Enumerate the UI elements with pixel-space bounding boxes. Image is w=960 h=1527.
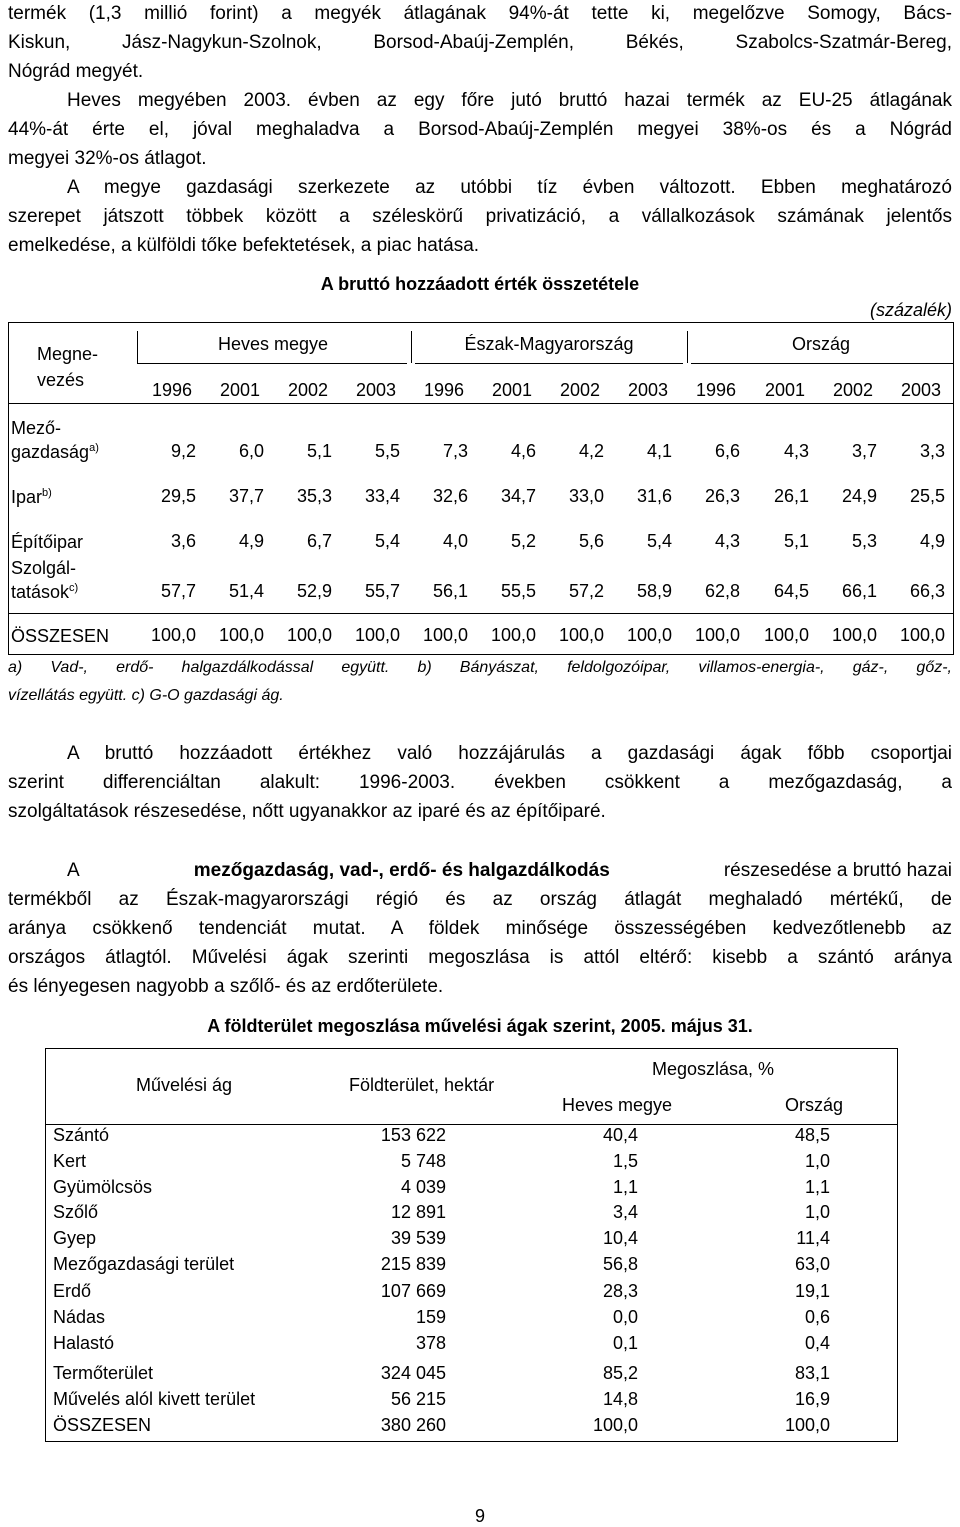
row-label: Halastó [53, 1333, 115, 1353]
land-table [45, 1048, 898, 1442]
table-cell: 100,0 [286, 625, 332, 645]
year-header: 1996 [423, 380, 465, 400]
text-line: és lényegesen nagyobb a szőlő- és az erdőterülete. [8, 976, 444, 997]
group-underline [137, 363, 407, 364]
year-header: 2003 [900, 380, 942, 400]
row-label: Gyep [53, 1228, 97, 1248]
year-header: 2003 [627, 380, 669, 400]
table-cell: 4,3 [714, 531, 740, 551]
text-line: termék (1,3 millió forint) a megyék átlagának 94%-át tette ki, megelőzve Somogy, Bács- [8, 3, 952, 24]
table-cell: 4,1 [646, 441, 672, 461]
row-label-text: Építőipar [11, 532, 84, 552]
footnote-marker: b) [42, 487, 52, 499]
table-cell: 7,3 [442, 441, 468, 461]
row-label [11, 581, 78, 603]
table-cell: 32,6 [432, 486, 468, 506]
footnote-marker: c) [69, 582, 79, 594]
year-header: 2003 [355, 380, 397, 400]
text-line: emelkedése, a külföldi tőke befektetések, a piac hatása. [8, 235, 480, 256]
row-label: ÖSSZESEN [53, 1415, 152, 1435]
table-cell: 5,5 [374, 441, 400, 461]
table-cell: 25,5 [909, 486, 945, 506]
row-label: Termőterület [53, 1363, 154, 1383]
table-cell: 51,4 [228, 581, 264, 601]
table-cell-area: 39 539 [390, 1228, 446, 1248]
col-header-country: Ország [785, 1095, 844, 1115]
table-cell: 55,7 [364, 581, 400, 601]
table-cell-heves: 10,4 [602, 1228, 638, 1248]
table-cell-area: 107 669 [380, 1281, 446, 1301]
row-label: Mezőgazdasági terület [53, 1254, 235, 1274]
row-label-text: ÖSSZESEN [11, 626, 110, 646]
group-country: Ország [791, 334, 851, 354]
table1-title: A bruttó hozzáadott érték összetétele [320, 274, 640, 294]
table-cell-area: 215 839 [380, 1254, 446, 1274]
table-cell: 100,0 [558, 625, 604, 645]
year-header: 2002 [287, 380, 329, 400]
table-cell-area: 153 622 [380, 1125, 446, 1145]
table-cell: 52,9 [296, 581, 332, 601]
row-label: Gyümölcsös [53, 1177, 153, 1197]
table-cell-country: 1,0 [804, 1202, 830, 1222]
row-label: Nádas [53, 1307, 106, 1327]
year-header: 2001 [764, 380, 806, 400]
table-cell-country: 1,1 [804, 1177, 830, 1197]
text-line: szerint differenciáltan alakult: 1996-2003. években csökkent a mezőgazdaság, a [8, 772, 952, 793]
table-cell-country: 11,4 [796, 1228, 830, 1248]
table-cell-heves: 14,8 [602, 1389, 638, 1409]
table-cell: 5,2 [510, 531, 536, 551]
table1-unit: (százalék) [869, 300, 952, 320]
table-cell-area: 4 039 [400, 1177, 446, 1197]
table-cell: 3,7 [851, 441, 877, 461]
table-cell-area: 5 748 [400, 1151, 446, 1171]
group-underline [691, 363, 953, 364]
table-cell-country: 83,1 [794, 1363, 830, 1383]
row-label-text: gazdaság [11, 442, 90, 462]
table-cell: 4,0 [442, 531, 468, 551]
table-cell: 29,5 [160, 486, 196, 506]
table-cell: 100,0 [831, 625, 877, 645]
group-divider [411, 331, 412, 363]
table-cell-country: 0,4 [804, 1333, 830, 1353]
table-cell-heves: 100,0 [592, 1415, 638, 1435]
row-divider [9, 613, 953, 614]
table-cell-area: 324 045 [380, 1363, 446, 1383]
row-label: Szántó [53, 1125, 110, 1145]
text-line: 44%-át érte el, jóval meghaladva a Borsod-Abaúj-Zemplén megyei 38%-os és a Nógrád [8, 119, 952, 140]
table-cell: 100,0 [354, 625, 400, 645]
table-cell: 62,8 [704, 581, 740, 601]
table-cell-country: 1,0 [804, 1151, 830, 1171]
page-number: 9 [474, 1506, 485, 1526]
table-cell: 33,4 [364, 486, 400, 506]
text-line: termékből az Észak-magyarországi régió és az ország átlagát meghaladó mértékű, de [8, 889, 952, 910]
table-cell: 58,9 [636, 581, 672, 601]
row-label-text: tatások [11, 582, 70, 602]
year-header: 2001 [491, 380, 533, 400]
group-north: Észak-Magyarország [464, 334, 634, 354]
row-label-text: Ipar [11, 487, 43, 507]
table-cell: 100,0 [150, 625, 196, 645]
row-label [11, 531, 83, 553]
table-cell: 6,0 [238, 441, 264, 461]
table-cell: 100,0 [218, 625, 264, 645]
table-cell-area: 56 215 [390, 1389, 446, 1409]
text-line [67, 860, 952, 882]
table-cell: 34,7 [500, 486, 536, 506]
para3-post: részesedése a bruttó hazai [723, 860, 952, 881]
table-cell: 100,0 [899, 625, 945, 645]
row-label: Szolgál- [11, 558, 77, 578]
table-cell: 100,0 [490, 625, 536, 645]
year-header: 2002 [559, 380, 601, 400]
table-cell-area: 12 891 [390, 1202, 446, 1222]
table-cell-country: 63,0 [794, 1254, 830, 1274]
row-label: Szőlő [53, 1202, 99, 1222]
year-header: 2001 [219, 380, 261, 400]
row-label [11, 486, 52, 508]
table-cell: 4,3 [783, 441, 809, 461]
table-cell: 26,1 [773, 486, 809, 506]
row-label: Kert [53, 1151, 87, 1171]
text-line: Heves megyében 2003. évben az egy főre jutó bruttó hazai termék az EU-25 átlagának [67, 90, 952, 111]
text-line: szerepet játszott többek között a széleskörű privatizáció, a vállalkozások számának jelentős [8, 206, 952, 227]
row-label [11, 441, 99, 463]
table-cell-country: 16,9 [794, 1389, 830, 1409]
table-cell: 5,4 [646, 531, 672, 551]
table-cell: 4,6 [510, 441, 536, 461]
table-cell: 9,2 [170, 441, 196, 461]
table-cell: 100,0 [626, 625, 672, 645]
para3-pre: A [67, 860, 80, 881]
col-header-area: Földterület, hektár [349, 1075, 495, 1095]
text-line: Kiskun, Jász-Nagykun-Szolnok, Borsod-Abaúj-Zemplén, Békés, Szabolcs-Szatmár-Bereg, [8, 32, 952, 53]
row-label: Mező- [11, 418, 62, 438]
table-cell-area: 159 [415, 1307, 446, 1327]
table-cell: 37,7 [228, 486, 264, 506]
table-cell-heves: 0,1 [612, 1333, 638, 1353]
footnote: a) Vad-, erdő- halgazdálkodással együtt. b) Bányászat, feldolgozóipar, villamos-energia-, gáz-, gőz-, [8, 659, 952, 676]
table-cell: 35,3 [296, 486, 332, 506]
table-cell: 3,6 [170, 531, 196, 551]
para3-bold: mezőgazdaság, vad-, erdő- és halgazdálkodás [193, 860, 610, 881]
table-cell: 6,7 [306, 531, 332, 551]
text-line: megyei 32%-os átlagot. [8, 148, 207, 169]
group-heves: Heves megye [217, 334, 329, 354]
table-cell: 57,7 [160, 581, 196, 601]
header-label: vezés [37, 370, 85, 390]
group-divider [687, 331, 688, 363]
table-cell: 5,1 [783, 531, 809, 551]
table-cell-heves: 85,2 [602, 1363, 638, 1383]
table-cell: 100,0 [694, 625, 740, 645]
table-cell-area: 378 [415, 1333, 446, 1353]
table-cell-heves: 56,8 [602, 1254, 638, 1274]
table-cell: 33,0 [568, 486, 604, 506]
table-cell: 4,2 [578, 441, 604, 461]
group-divider [137, 331, 138, 363]
table-cell-heves: 40,4 [602, 1125, 638, 1145]
table-cell: 57,2 [568, 581, 604, 601]
table-cell-country: 19,1 [794, 1281, 830, 1301]
text-line: országos átlagtól. Művelési ágak szerinti megoszlása is attól eltérő: kisebb a szántó aránya [8, 947, 952, 968]
text-line: A bruttó hozzáadott értékhez való hozzájárulás a gazdasági ágak főbb csoportjai [67, 743, 952, 764]
table-cell-heves: 28,3 [602, 1281, 638, 1301]
header-label: Megne- [37, 344, 99, 364]
table-cell: 100,0 [422, 625, 468, 645]
table-cell: 64,5 [773, 581, 809, 601]
table-cell: 31,6 [636, 486, 672, 506]
table-cell-heves: 0,0 [612, 1307, 638, 1327]
group-underline [415, 363, 683, 364]
text-line: aránya csökkenő tendenciát mutat. A földek minősége összességében kedvezőtlenebb az [8, 918, 952, 939]
table-cell: 24,9 [841, 486, 877, 506]
table-cell: 5,1 [306, 441, 332, 461]
table-cell-area: 380 260 [380, 1415, 446, 1435]
table-cell: 56,1 [432, 581, 468, 601]
year-header: 2002 [832, 380, 874, 400]
table-cell-heves: 3,4 [612, 1202, 638, 1222]
table-cell: 100,0 [763, 625, 809, 645]
footnote-marker: a) [89, 442, 99, 454]
table-cell: 5,3 [851, 531, 877, 551]
table-cell: 55,5 [500, 581, 536, 601]
table-cell: 5,4 [374, 531, 400, 551]
text-line: szolgáltatások részesedése, nőtt ugyanakkor az iparé és az építőiparé. [8, 801, 606, 822]
table-cell-country: 0,6 [804, 1307, 830, 1327]
table-cell-country: 100,0 [784, 1415, 830, 1435]
year-header: 1996 [151, 380, 193, 400]
row-label: Művelés alól kivett terület [53, 1389, 256, 1409]
text-line: Nógrád megyét. [8, 61, 144, 82]
col-header-share: Megoszlása, % [652, 1059, 775, 1079]
year-header: 1996 [695, 380, 737, 400]
table-cell: 4,9 [238, 531, 264, 551]
table-cell-heves: 1,5 [612, 1151, 638, 1171]
table-cell-country: 48,5 [794, 1125, 830, 1145]
table-cell: 66,1 [841, 581, 877, 601]
table-cell: 5,6 [578, 531, 604, 551]
gva-table [8, 322, 954, 655]
table-cell-heves: 1,1 [612, 1177, 638, 1197]
table2-title: A földterület megoszlása művelési ágak szerint, 2005. május 31. [207, 1016, 753, 1036]
table-cell: 6,6 [714, 441, 740, 461]
row-label: Erdő [53, 1281, 92, 1301]
col-header-branch: Művelési ág [136, 1075, 233, 1095]
footnote: vízellátás együtt. c) G-O gazdasági ág. [8, 687, 284, 704]
table-cell: 3,3 [919, 441, 945, 461]
table-cell: 4,9 [919, 531, 945, 551]
table-cell: 66,3 [909, 581, 945, 601]
table-cell: 26,3 [704, 486, 740, 506]
row-label [11, 625, 109, 647]
col-header-heves: Heves megye [562, 1095, 673, 1115]
row-divider [9, 403, 953, 404]
text-line: A megye gazdasági szerkezete az utóbbi tíz évben változott. Ebben meghatározó [67, 177, 952, 198]
